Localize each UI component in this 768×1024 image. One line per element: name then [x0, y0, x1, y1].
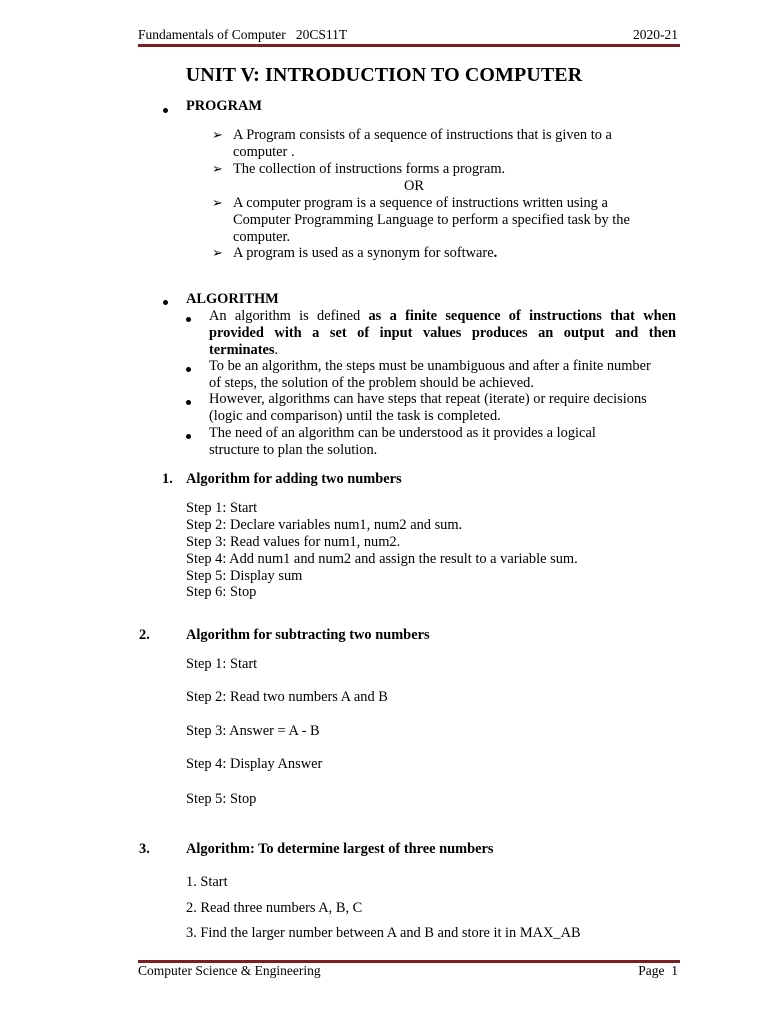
- alg3-step: 1. Start: [186, 874, 228, 890]
- alg1-step: Step 1: Start: [186, 500, 258, 516]
- alg1-step: Step 5: Display sum: [186, 568, 303, 584]
- alg1-heading: Algorithm for adding two numbers: [186, 471, 402, 487]
- bullet-icon: [163, 300, 168, 305]
- algorithm-item-2-line2: (logic and comparison) until the task is completed.: [209, 408, 501, 424]
- alg1-number: 1.: [162, 471, 173, 487]
- alg2-step: Step 5: Stop: [186, 791, 257, 807]
- alg2-step: Step 2: Read two numbers A and B: [186, 689, 388, 705]
- program-item-2: The collection of instructions forms a program.: [233, 161, 506, 177]
- program-item-3-line3: computer.: [233, 229, 291, 245]
- bullet-icon: [163, 108, 168, 113]
- algorithm-def-bold1: as a finite sequence of instructions that when: [368, 308, 677, 324]
- algorithm-def-line1: [209, 308, 676, 325]
- alg2-step: Step 1: Start: [186, 656, 258, 672]
- algorithm-item-1-line2: of steps, the solution of the problem should be achieved.: [209, 375, 534, 391]
- program-heading: PROGRAM: [186, 98, 262, 114]
- alg1-step: Step 6: Stop: [186, 584, 257, 600]
- alg2-step: Step 3: Answer = A - B: [186, 723, 320, 739]
- program-item-1-line1: A Program consists of a sequence of instructions that is given to a: [233, 127, 612, 143]
- alg2-step: Step 4: Display Answer: [186, 756, 323, 772]
- header-right: 2020-21: [633, 27, 678, 42]
- arrow-bullet-icon: ➢: [212, 246, 223, 261]
- alg3-step: 3. Find the larger number between A and B and store it in MAX_AB: [186, 925, 581, 941]
- algorithm-item-1-line1: To be an algorithm, the steps must be unambiguous and after a finite number: [209, 358, 651, 374]
- program-item-1-line2: computer .: [233, 144, 295, 160]
- bullet-icon: [186, 317, 191, 322]
- algorithm-def-line2: provided with a set of input values produces an output and then: [209, 325, 676, 341]
- bullet-icon: [186, 367, 191, 372]
- program-item-4-text: A program is used as a synonym for software: [233, 245, 494, 261]
- footer-page-number: Page 1: [638, 963, 678, 978]
- alg3-heading: Algorithm: To determine largest of three numbers: [186, 841, 494, 857]
- arrow-bullet-icon: ➢: [212, 162, 223, 177]
- bullet-icon: [186, 400, 191, 405]
- arrow-bullet-icon: ➢: [212, 196, 223, 211]
- program-item-3-line1: A computer program is a sequence of instructions written using a: [233, 195, 608, 211]
- algorithm-heading: ALGORITHM: [186, 291, 279, 307]
- program-item-4-period: .: [493, 245, 498, 261]
- or-separator: OR: [404, 178, 424, 194]
- arrow-bullet-icon: ➢: [212, 128, 223, 143]
- program-item-3-line2: Computer Programming Language to perform a specified task by the: [233, 212, 630, 228]
- alg2-heading: Algorithm for subtracting two numbers: [186, 627, 430, 643]
- algorithm-def-line3: [209, 342, 278, 359]
- algorithm-item-3-line1: The need of an algorithm can be understood as it provides a logical: [209, 425, 596, 441]
- header-rule: [138, 44, 680, 47]
- alg3-number: 3.: [139, 841, 150, 857]
- algorithm-def-pre: An algorithm is defined: [209, 308, 369, 324]
- alg3-step: 2. Read three numbers A, B, C: [186, 900, 363, 916]
- alg2-number: 2.: [139, 627, 150, 643]
- alg1-step: Step 4: Add num1 and num2 and assign the result to a variable sum.: [186, 551, 578, 567]
- algorithm-item-3-line2: structure to plan the solution.: [209, 442, 378, 458]
- alg1-step: Step 2: Declare variables num1, num2 and sum.: [186, 517, 463, 533]
- footer-left: Computer Science & Engineering: [138, 963, 321, 978]
- page-title: UNIT V: INTRODUCTION TO COMPUTER: [185, 64, 583, 86]
- program-item-4: [233, 245, 497, 262]
- algorithm-def-post: .: [274, 342, 279, 358]
- algorithm-item-2-line1: However, algorithms can have steps that repeat (iterate) or require decisions: [209, 391, 647, 407]
- algorithm-def-bold3: terminates: [209, 342, 275, 358]
- bullet-icon: [186, 434, 191, 439]
- alg1-step: Step 3: Read values for num1, num2.: [186, 534, 401, 550]
- header-left: Fundamentals of Computer 20CS11T: [138, 27, 348, 42]
